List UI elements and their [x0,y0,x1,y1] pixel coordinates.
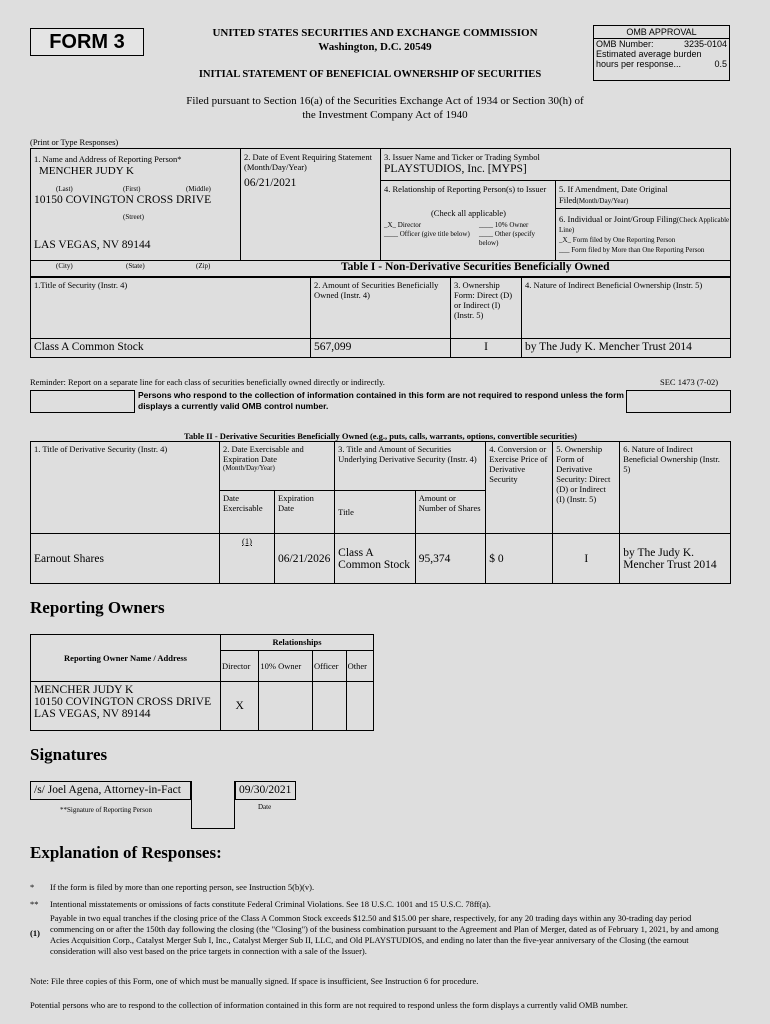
owners-other-header: Other [346,651,373,682]
box4-label: 4. Relationship of Reporting Person(s) to Issuer [384,184,547,194]
box6-label-wrap [559,215,731,235]
box4-relationship [381,181,556,261]
box4-ten-pct[interactable]: ____ 10% Owner [479,221,529,229]
owners-row-ten-pct [259,682,313,731]
box5-amendment [556,181,731,209]
box1-last: (Last) [56,185,73,193]
footnote-double-star [30,899,730,910]
box1-name[interactable]: MENCHER JUDY K [39,165,134,177]
box5-label: 5. If Amendment, Date Original Filed [559,184,668,205]
table2-sub-date-ex: Date Exercisable [220,491,275,534]
table1-col1: 1.Title of Security (Instr. 4) [31,278,311,339]
box6-check: (Check Applicable Line) [559,216,730,234]
table2-sub-amount: Amount or Number of Shares [415,491,486,534]
owners-row-director: X [221,682,259,731]
owners-row-other [346,682,373,731]
omb-box [593,25,730,81]
agency-name: UNITED STATES SECURITIES AND EXCHANGE COMMISSION [212,27,538,39]
omb-number-row [594,39,729,49]
table2-col2-wrap [220,442,335,491]
table2-cell-under-title: Class A Common Stock [335,534,416,584]
footnote-mark: * [30,882,35,892]
omb-burden: Estimated average burden [596,49,702,59]
table2-cell-nature: by The Judy K. Mencher Trust 2014 [620,534,731,584]
table-row [31,682,374,731]
table1-col4: 4. Nature of Indirect Beneficial Ownership (Instr. 5) [522,278,731,339]
table2-title: Table II - Derivative Securities Beneficially Owned (e.g., puts, calls, warrants, options, convertible securities) [183,431,577,441]
omb-hours: 0.5 [714,59,727,69]
table1-cell-amount: 567,099 [311,339,451,358]
footnote-mark: (1) [30,928,40,938]
box4-other[interactable]: ____ Other (specify below) [479,230,535,247]
table2-cell-exp: 06/21/2026 [275,534,335,584]
omb-title: OMB APPROVAL [594,26,729,39]
table1-cell-form: I [451,339,522,358]
table-row [31,339,731,358]
table2-col6: 6. Nature of Indirect Beneficial Ownership (Instr. 5) [620,442,731,534]
table1 [30,277,731,358]
box3-issuer [381,149,731,181]
box6-filing [556,209,731,261]
box1-marker: * [177,154,182,164]
table2-cell-date-ex[interactable]: (1) [220,534,275,584]
signature-date-label: Date [258,803,272,811]
box2-event-date [241,149,381,261]
table-row [31,534,731,584]
table1-title: Table I - Non-Derivative Securities Beneficially Owned [341,261,610,273]
footnote-text: Intentional misstatements or omissions of facts constitute Federal Criminal Violations. See 18 U.S.C. 1001 and 15 U.S.C. 78ff(a). [50,899,491,909]
table1-cell-nature: by The Judy K. Mencher Trust 2014 [522,339,731,358]
box1-state: (State) [126,262,145,270]
owners-officer-header: Officer [313,651,347,682]
box1-city-value[interactable]: LAS VEGAS, NV 89144 [34,239,151,251]
table2-header-row [31,442,731,491]
box1-middle: (Middle) [186,185,211,193]
table2-col3: 3. Title and Amount of Securities Underlying Derivative Security (Instr. 4) [335,442,486,491]
reminder-right-box [626,390,731,413]
omb-hours-row [594,59,729,69]
footnote-text: Payable in two equal tranches if the closing price of the Class A Common Stock exceeds $12.50 and $15.00 per share, respectively, for any 20 trading days within any 30-trading day period commencing on or after the 150th day following the closing (the "Closing") of the business combination pursuant to the Agreement and Plan of Merger, dated as of February 1, 2021, by and among Acies Acquisition Corp., Catalyst Merger Sub I, Inc., Catalyst Merger Sub II, LLC, and Old PLAYSTUDIOS, and ending no later than the five-year anniversary of the Closing (the earnout consideration will also vest based on the price targets in connection with a sale of the Issuer). [50,913,719,956]
filed-pursuant-2: the Investment Company Act of 1940 [302,109,468,121]
box6-line2[interactable]: ___ Form filed by More than One Reporting Person [559,246,705,254]
table2-sub-title: Title [335,491,416,534]
table2-cell-title: Earnout Shares [31,534,220,584]
top-form-grid [30,148,731,261]
footnote-star [30,882,730,893]
signature-value[interactable]: /s/ Joel Agena, Attorney-in-Fact [30,781,191,800]
owners-row-name-cell [31,682,221,731]
sec-number: SEC 1473 (7-02) [660,377,719,387]
reminder-left-box [30,390,135,413]
persons-respond: Persons who respond to the collection of information contained in this form are not required to respond unless the form displays a currently valid OMB control number. [138,390,624,411]
footnote-1 [30,913,730,957]
box6-label: 6. Individual or Joint/Group Filing [559,214,677,224]
explanation-heading: Explanation of Responses: [30,843,222,862]
reminder-text: Reminder: Report on a separate line for each class of securities beneficially owned directly or indirectly. [30,377,385,387]
footnote-mark: ** [30,899,39,909]
box1-label-wrap [34,154,182,164]
print-or-type: (Print or Type Responses) [30,137,119,147]
owners-row-officer [313,682,347,731]
table2-col4: 4. Conversion or Exercise Price of Derivative Security [486,442,553,534]
box2-label: 2. Date of Event Requiring Statement (Month/Day/Year) [244,152,372,172]
box2-value[interactable]: 06/21/2021 [244,177,297,189]
table2-col5: 5. Ownership Form of Derivative Security: Direct (D) or Indirect (I) (Instr. 5) [553,442,620,534]
signature-date[interactable]: 09/30/2021 [235,781,296,800]
box1-zip: (Zip) [196,262,211,270]
table2-cell-price: $ 0 [486,534,553,584]
owners-name-header: Reporting Owner Name / Address [31,635,221,682]
owners-row-city: LAS VEGAS, NV 89144 [34,708,151,720]
box3-label: 3. Issuer Name and Ticker or Trading Symbol [384,152,540,162]
footnote-text: If the form is filed by more than one reporting person, see Instruction 5(b)(v). [50,882,315,892]
table1-header-row [31,278,731,339]
table2-col1: 1. Title of Derivative Security (Instr. 4) [31,442,220,534]
table2-sub-exp: Expiration Date [275,491,335,534]
box1-street: (Street) [123,213,144,221]
owners-header-row [31,635,374,651]
table2-cell-form: I [553,534,620,584]
owners-row-street: 10150 COVINGTON CROSS DRIVE [34,696,212,708]
owners-director-header: Director [221,651,259,682]
table1-title-row [30,260,731,277]
form-title: INITIAL STATEMENT OF BENEFICIAL OWNERSHIP OF SECURITIES [198,69,542,80]
signature-label: **Signature of Reporting Person [60,806,152,814]
box5-sub: (Month/Day/Year) [576,197,629,205]
table1-cell-title: Class A Common Stock [31,339,311,358]
omb-number: 3235-0104 [683,39,727,49]
note-copies: Note: File three copies of this Form, one of which must be manually signed. If space is insufficient, See Instruction 6 for procedure. [30,976,479,986]
signature-divider [191,781,235,829]
agency-location: Washington, D.C. 20549 [318,41,432,53]
box4-officer[interactable]: ____ Officer (give title below) [384,230,470,238]
table2-col2: 2. Date Exercisable and Expiration Date [223,444,304,464]
owners-ten-pct-header: 10% Owner [259,651,313,682]
box4-check-all: (Check all applicable) [430,208,507,218]
signatures-heading: Signatures [30,745,108,764]
box1-reporting-person [31,149,241,261]
signature-block [30,781,296,829]
table2-col2-sub: (Month/Day/Year) [223,464,275,472]
table1-col3: 3. Ownership Form: Direct (D) or Indirect (I) (Instr. 5) [451,278,522,339]
box1-city: (City) [56,262,73,270]
omb-hours-label: hours per response... [596,59,682,69]
box4-director[interactable]: _X_ Director [384,221,422,229]
table2-cell-amount: 95,374 [415,534,486,584]
potential-persons: Potential persons who are to respond to the collection of information contained in this form are not required to respond unless the form displays a currently valid OMB number. [30,1000,628,1010]
box3-value[interactable]: PLAYSTUDIOS, Inc. [MYPS] [384,163,527,175]
box5-label-wrap [559,184,729,207]
filed-pursuant-1: Filed pursuant to Section 16(a) of the Securities Exchange Act of 1934 or Section 30(h) of [186,95,584,107]
box1-first: (First) [123,185,141,193]
omb-number-label: OMB Number: [596,39,654,49]
owners-row-name: MENCHER JUDY K [34,684,134,696]
form-label-box: FORM 3 [30,28,144,56]
box1-label: 1. Name and Address of Reporting Person [34,154,178,164]
reporting-owners-heading: Reporting Owners [30,598,165,617]
owners-relationships: Relationships [221,635,374,651]
table2 [30,441,731,584]
reporting-owners-table [30,634,374,731]
box1-street-value[interactable]: 10150 COVINGTON CROSS DRIVE [34,194,212,206]
table1-col2: 2. Amount of Securities Beneficially Owned (Instr. 4) [311,278,451,339]
box6-line1[interactable]: _X_ Form filed by One Reporting Person [559,236,676,244]
